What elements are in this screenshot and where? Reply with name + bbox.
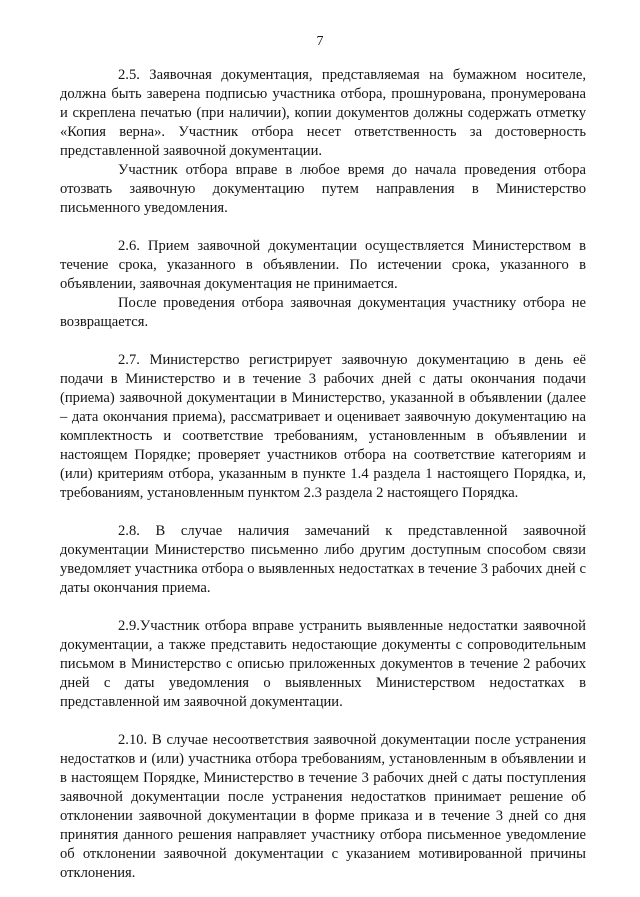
paragraph-2-6: 2.6. Прием заявочной документации осуществляется Министерством в течение срока, указанного в объявлении. По истечении срока, указанного в объявлении, заявочная документация не принимается. <box>60 238 586 292</box>
paragraph-2-10: 2.10. В случае несоответствия заявочной документации после устранения недостатков и (или) участника отбора требованиям, установленным в объявлении и в настоящем Порядке, Министерство в течение 3 рабочих дней с даты поступления заявочной документации после устранения недостатков принимает решение об отклонении заявочной документации в форме приказа и в течение 3 дней со дня принятия данного решения направляет участнику отбора письменное уведомление об отклонении заявочной документации с указанием мотивированной причины отклонения. <box>60 732 586 881</box>
paragraph-2-7: 2.7. Министерство регистрирует заявочную документацию в день её подачи в Министерство и в течение 3 рабочих дней с даты окончания подачи (приема) заявочной документации в Министерство, указанной в объявлении (далее – дата окончания приема), рассматривает и оценивает заявочную документацию на комплектность и соответствие требованиям, установленным в объявлении и настоящем Порядке; проверяет участников отбора на соответствие категориям и (или) критериям отбора, указанным в пункте 1.4 раздела 1 настоящего Порядка, и, требованиям, установленным пунктом 2.3 раздела 2 настоящего Порядка. <box>60 352 586 501</box>
paragraph-2-8: 2.8. В случае наличия замечаний к представленной заявочной документации Министерство письменно либо другим доступным способом связи уведомляет участника отбора о выявленных недостатках в течение 3 рабочих дней с даты окончания приема. <box>60 523 586 596</box>
paragraph-2-9: 2.9.Участник отбора вправе устранить выявленные недостатки заявочной документации, а также представить недостающие документы с сопроводительным письмом в Министерство с описью приложенных документов в течение 2 рабочих дней с даты уведомления о выявленных Министерством недостатках в представленной им заявочной документации. <box>60 618 586 710</box>
paragraph-2-6-no-return: После проведения отбора заявочная документация участнику отбора не возвращается. <box>60 295 586 330</box>
page-number: 7 <box>316 34 324 49</box>
paragraph-2-5: 2.5. Заявочная документация, представляемая на бумажном носителе, должна быть заверена подписью участника отбора, прошнурована, пронумерована и скреплена печатью (при наличии), копии документов должны содержать отметку «Копия верна». Участник отбора несет ответственность за достоверность представленной заявочной документации. <box>60 67 586 159</box>
document-body <box>60 66 586 883</box>
paragraph-2-5-withdrawal: Участник отбора вправе в любое время до начала проведения отбора отозвать заявочную документацию путем направления в Министерство письменного уведомления. <box>60 162 586 216</box>
